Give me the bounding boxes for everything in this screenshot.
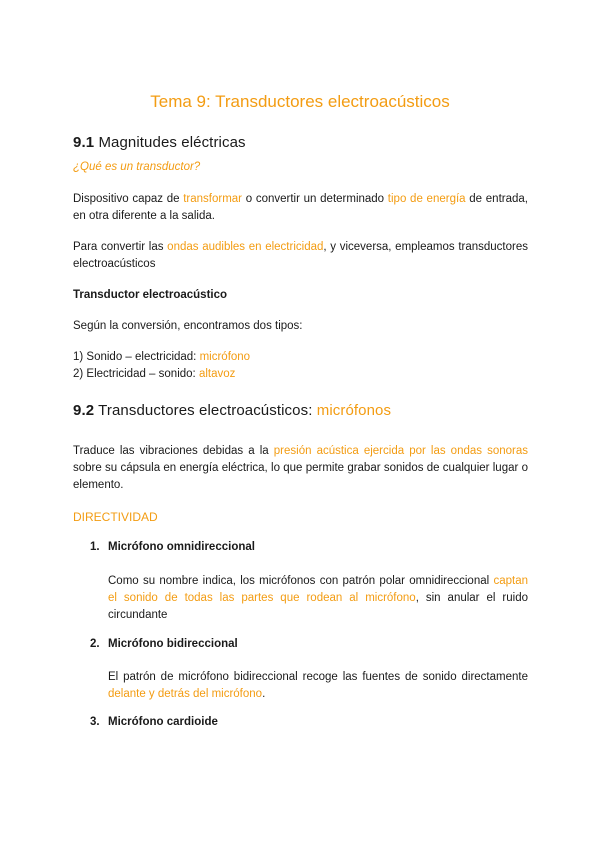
list-item-heading-3: 3. Micrófono cardioide [90,716,218,728]
highlight: transformar [183,193,243,205]
section-heading-9-1 [73,134,246,151]
section-title: Magnitudes eléctricas [98,134,246,151]
highlight: altavoz [198,368,236,380]
list-item-paragraph-1: Como su nombre indica, los micrófonos con patrón polar omnidireccional captan el sonido de todas las partes que rodean al micrófono, sin anular el ruido circundante [108,575,528,621]
list-item-paragraph-2: El patrón de micrófono bidireccional recoge las fuentes de sonido directamente delante y detrás del micrófono. [108,671,528,700]
highlight: ondas audibles en electricidad [167,241,324,253]
list-item-heading-2: 2. Micrófono bidireccional [90,638,238,650]
section-number: 9.1 [73,134,95,151]
highlight: delante y detrás del micrófono [108,688,263,700]
section-heading-9-2 [73,402,391,419]
directividad-heading: DIRECTIVIDAD [73,510,158,524]
question-subheading: ¿Qué es un transductor? [73,161,201,173]
conversion-intro: Según la conversión, encontramos dos tipos: [73,320,303,332]
transductor-heading: Transductor electroacústico [73,289,228,301]
type-item-2: 2) Electricidad – sonido: altavoz [73,368,236,380]
section-title: Transductores electroacústicos: [98,402,317,419]
highlight: tipo de energía [387,193,466,205]
page-title: Tema 9: Transductores electroacústicos [150,92,450,111]
highlight: micrófonos [316,402,392,419]
highlight: presión acústica ejercida por las ondas sonoras [273,445,529,457]
type-item-1: 1) Sonido – electricidad: micrófono [73,351,251,363]
section-number: 9.2 [73,402,95,419]
highlight: captan el sonido de todas las partes que rodean al micrófono [108,575,528,604]
list-item-heading-1: 1. Micrófono omnidireccional [90,541,255,553]
definition-paragraph: Dispositivo capaz de transformar o convertir un determinado tipo de energía de entrada, en otra diferente a la salida. [73,193,528,222]
microphone-paragraph: Traduce las vibraciones debidas a la presión acústica ejercida por las ondas sonoras sobre su cápsula en energía eléctrica, lo que permite grabar sonidos de cualquier lugar o elemento. [73,445,529,491]
highlight: micrófono [199,351,251,363]
conversion-paragraph: Para convertir las ondas audibles en electricidad, y viceversa, empleamos transductores electroacústicos [73,241,528,270]
